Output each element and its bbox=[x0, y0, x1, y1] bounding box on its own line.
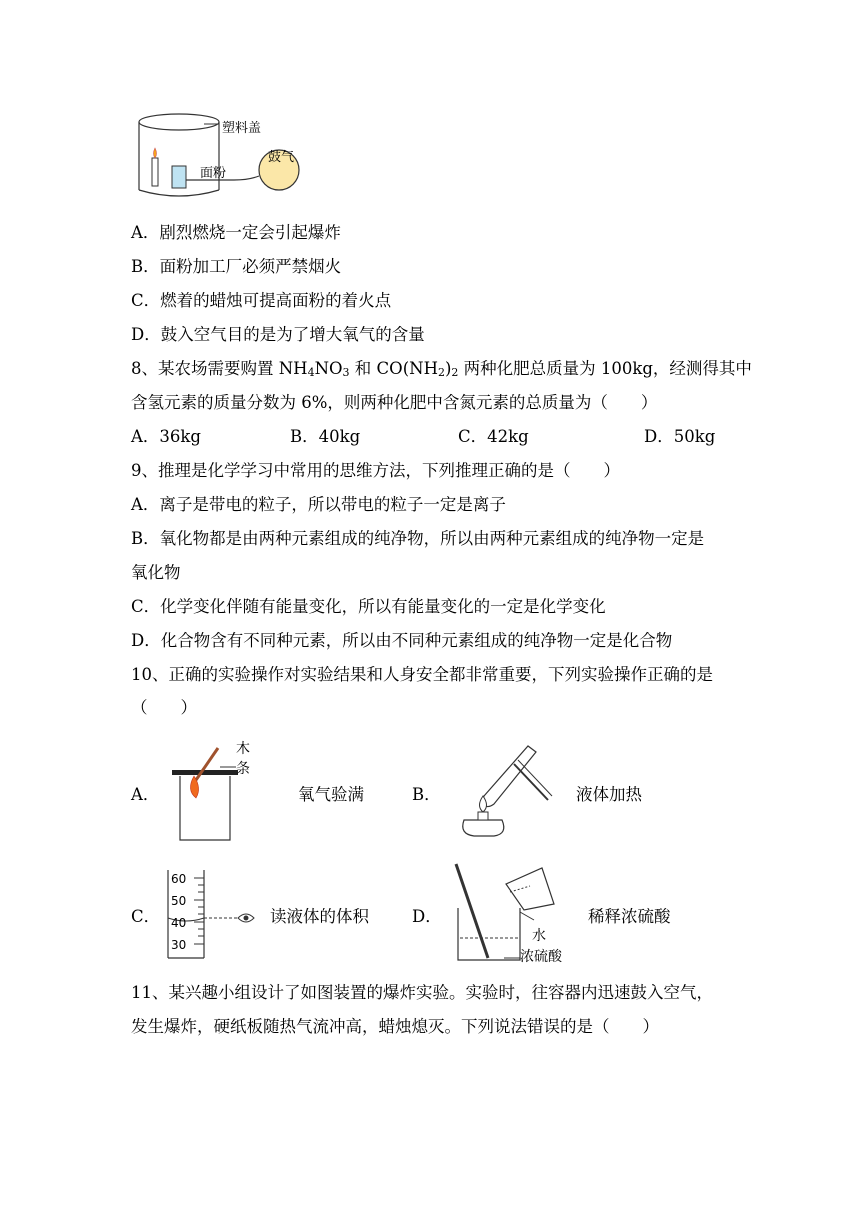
q10-a-letter: A． bbox=[131, 785, 160, 804]
q7-option-d: D．鼓入空气目的是为了增大氧气的含量 bbox=[131, 325, 425, 344]
wood-label-1: 木 bbox=[236, 741, 250, 757]
q9-stem: 9、推理是化学学习中常用的思维方法，下列推理正确的是（ ） bbox=[131, 461, 620, 480]
q10-stem-line2: （ ） bbox=[131, 698, 197, 717]
q8-option-c: C．42kg bbox=[458, 427, 529, 446]
q9-option-b-line1: B．氧化物都是由两种元素组成的纯净物，所以由两种元素组成的纯净物一定是 bbox=[131, 529, 705, 548]
q9-option-d: D．化合物含有不同种元素，所以由不同种元素组成的纯净物一定是化合物 bbox=[131, 631, 673, 650]
q10-b-caption: 液体加热 bbox=[576, 785, 642, 804]
q9-option-c: C．化学变化伴随有能量变化，所以有能量变化的一定是化学变化 bbox=[131, 597, 606, 616]
q8-stem-line2: 含氢元素的质量分数为 6%，则两种化肥中含氮元素的总质量为（ ） bbox=[131, 393, 658, 412]
acid-label: 浓硫酸 bbox=[520, 949, 562, 965]
q8-option-d: D．50kg bbox=[644, 427, 716, 446]
lid-label: 塑料盖 bbox=[222, 121, 262, 136]
q8-stem-line1: 8、某农场需要购置 $NH_4NO_3$ 和 $CO(NH_2)_2$ 两种化肥总质量为 100kg，经测得其中 bbox=[131, 359, 752, 379]
q11-stem-line1: 11、某兴趣小组设计了如图装置的爆炸实验。实验时，往容器内迅速鼓入空气， bbox=[131, 983, 713, 1002]
pump-label: 鼓气 bbox=[268, 150, 295, 165]
q10-a-caption: 氧气验满 bbox=[298, 785, 364, 804]
q10-c-caption: 读液体的体积 bbox=[270, 907, 369, 926]
q7-option-b: B．面粉加工厂必须严禁烟火 bbox=[131, 257, 342, 276]
q8-option-b: B．40kg bbox=[290, 427, 361, 446]
q10-c-letter: C． bbox=[131, 907, 161, 926]
water-label: 水 bbox=[532, 928, 546, 944]
tick-40: 40 bbox=[171, 916, 187, 930]
tick-30: 30 bbox=[171, 938, 187, 952]
tick-50: 50 bbox=[171, 894, 187, 908]
q9-option-b-line2: 氧化物 bbox=[131, 563, 181, 582]
wood-label-2: 条 bbox=[236, 761, 250, 777]
q10-b-letter: B． bbox=[412, 785, 441, 804]
q8-option-a: A．36kg bbox=[131, 427, 201, 446]
flour-label: 面粉 bbox=[200, 166, 227, 181]
liquid-heating-figure bbox=[444, 738, 554, 838]
q10-d-letter: D． bbox=[412, 907, 442, 926]
q7-option-c: C．燃着的蜡烛可提高面粉的着火点 bbox=[131, 291, 392, 310]
q9-option-a: A．离子是带电的粒子，所以带电的粒子一定是离子 bbox=[131, 495, 506, 514]
q10-stem-line1: 10、正确的实验操作对实验结果和人身安全都非常重要，下列实验操作正确的是 bbox=[131, 665, 713, 684]
q10-d-caption: 稀释浓硫酸 bbox=[588, 907, 671, 926]
tick-60: 60 bbox=[171, 872, 187, 886]
q7-option-a: A．剧烈燃烧一定会引起爆炸 bbox=[131, 223, 341, 242]
q11-stem-line2: 发生爆炸，硬纸板随热气流冲高，蜡烛熄灭。下列说法错误的是（ ） bbox=[131, 1017, 659, 1036]
